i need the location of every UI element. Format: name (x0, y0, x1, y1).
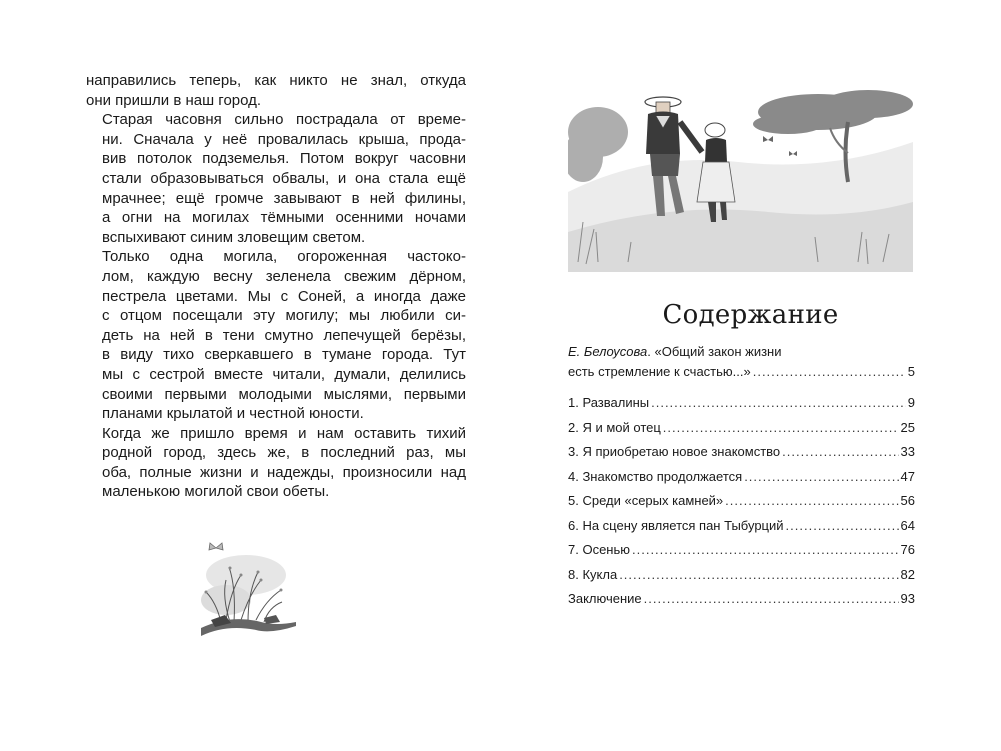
toc-entry[interactable] (568, 542, 915, 567)
toc-leader-dots (644, 591, 899, 606)
text-line: деть на ней в тени смутно лепечущей берёзы, (102, 326, 466, 344)
text-line: Старая часовня сильно пострадала от време- (102, 111, 466, 129)
toc-leader-dots (782, 444, 898, 459)
paragraph (86, 247, 466, 423)
toc-intro-title-line1: . «Общий закон жизни (647, 344, 782, 359)
toc-entry[interactable] (568, 591, 915, 616)
toc-title: Содержание (662, 300, 839, 330)
text-line: с отцом посещали эту могилу; мы любили си- (102, 307, 466, 325)
toc-leader-dots (632, 542, 899, 557)
text-line: вив потолок подземелья. Потом вокруг часовни (102, 150, 466, 168)
text-line: Только одна могила, огороженная частоко- (102, 248, 466, 266)
text-line: оба, полные жизни и надежды, произносили над (102, 463, 466, 481)
toc-entry-page: 33 (900, 444, 915, 459)
toc-intro-title-line2: есть стремление к счастью...» (568, 364, 751, 379)
toc-entry-title: 2. Я и мой отец (568, 419, 661, 435)
butterfly-and-grass-vignette (186, 540, 306, 645)
toc-entry[interactable] (568, 395, 915, 420)
toc-entry-title: 6. На сцену является пан Тыбурций (568, 517, 784, 533)
body-text (86, 71, 466, 502)
text-line: Когда же пришло время и нам оставить тихий (102, 424, 466, 442)
children-walking-illustration (568, 82, 913, 272)
text-line: а огни на могилах тёмными осенними ночами (102, 209, 466, 227)
text-line: направились теперь, как никто не знал, откуда (86, 72, 466, 89)
toc-entry[interactable] (568, 493, 915, 518)
text-line: стали образовываться обвалы, и она стала ещё (102, 169, 466, 187)
toc-intro-entry[interactable] (568, 344, 915, 386)
paragraph (86, 424, 466, 502)
toc-entry-title: 4. Знакомство продолжается (568, 468, 743, 484)
toc-entry[interactable] (568, 469, 915, 494)
toc-intro-author: Е. Белоусова (568, 344, 648, 359)
toc-entry-page: 93 (900, 591, 915, 606)
toc-entry[interactable] (568, 567, 915, 592)
text-line: вспыхивают синим зловещим светом. (102, 228, 366, 246)
toc-entry-title: 7. Осенью (568, 542, 630, 557)
toc-entry-title: 1. Развалины (568, 395, 650, 410)
paragraph (86, 110, 466, 247)
toc-entry[interactable] (568, 444, 915, 469)
toc-entry-page: 9 (907, 395, 915, 410)
text-line: мрачнее; ещё громче завывают в ней филины, (102, 189, 466, 207)
paragraph (86, 71, 466, 110)
toc-leader-dots (744, 469, 898, 484)
right-page (500, 0, 1001, 751)
table-of-contents (568, 344, 915, 616)
toc-entry-page: 76 (900, 542, 915, 557)
toc-entry-title: 5. Среди «серых камней» (568, 493, 724, 508)
toc-leader-dots (651, 395, 906, 410)
toc-entry[interactable] (568, 518, 915, 543)
toc-entry-title: Заключение (568, 591, 642, 606)
toc-entry-page: 82 (900, 566, 915, 582)
text-line: они пришли в наш город. (86, 91, 262, 109)
text-line: родной город, здесь же, в последний раз, мы (102, 444, 466, 462)
toc-entry-title: 8. Кукла (568, 566, 618, 582)
toc-entry-page: 64 (900, 517, 915, 533)
toc-entry-page: 25 (900, 419, 915, 435)
text-line: ни. Сначала у неё провалилась крыша, прода- (102, 130, 466, 148)
text-line: пестрела цветами. Мы с Соней, а иногда даже (102, 287, 466, 305)
toc-leader-dots (786, 518, 899, 533)
toc-leader-dots (725, 493, 898, 508)
toc-intro-page: 5 (907, 364, 915, 379)
toc-entry[interactable] (568, 420, 915, 445)
toc-entry-title: 3. Я приобретаю новое знакомство (568, 444, 781, 459)
toc-entries (568, 395, 915, 616)
toc-entry-page: 47 (900, 468, 915, 484)
text-line: своими первыми молодыми мыслями, первыми (102, 385, 466, 403)
text-line: планами крылатой и честной юности. (102, 405, 364, 423)
left-page (0, 0, 500, 751)
toc-leader-dots (663, 420, 899, 435)
text-line: в виду тихо сверкавшего в тумане города. Тут (102, 346, 466, 364)
text-line: мы с сестрой вместе читали, думали, делились (102, 365, 466, 383)
text-line: маленькою могилой свои обеты. (102, 483, 330, 501)
toc-leader-dots (619, 567, 898, 582)
toc-leader-dots (753, 364, 906, 379)
text-line: лом, каждую весну зеленела свежим дёрном, (102, 267, 466, 285)
toc-entry-page: 56 (900, 493, 915, 508)
